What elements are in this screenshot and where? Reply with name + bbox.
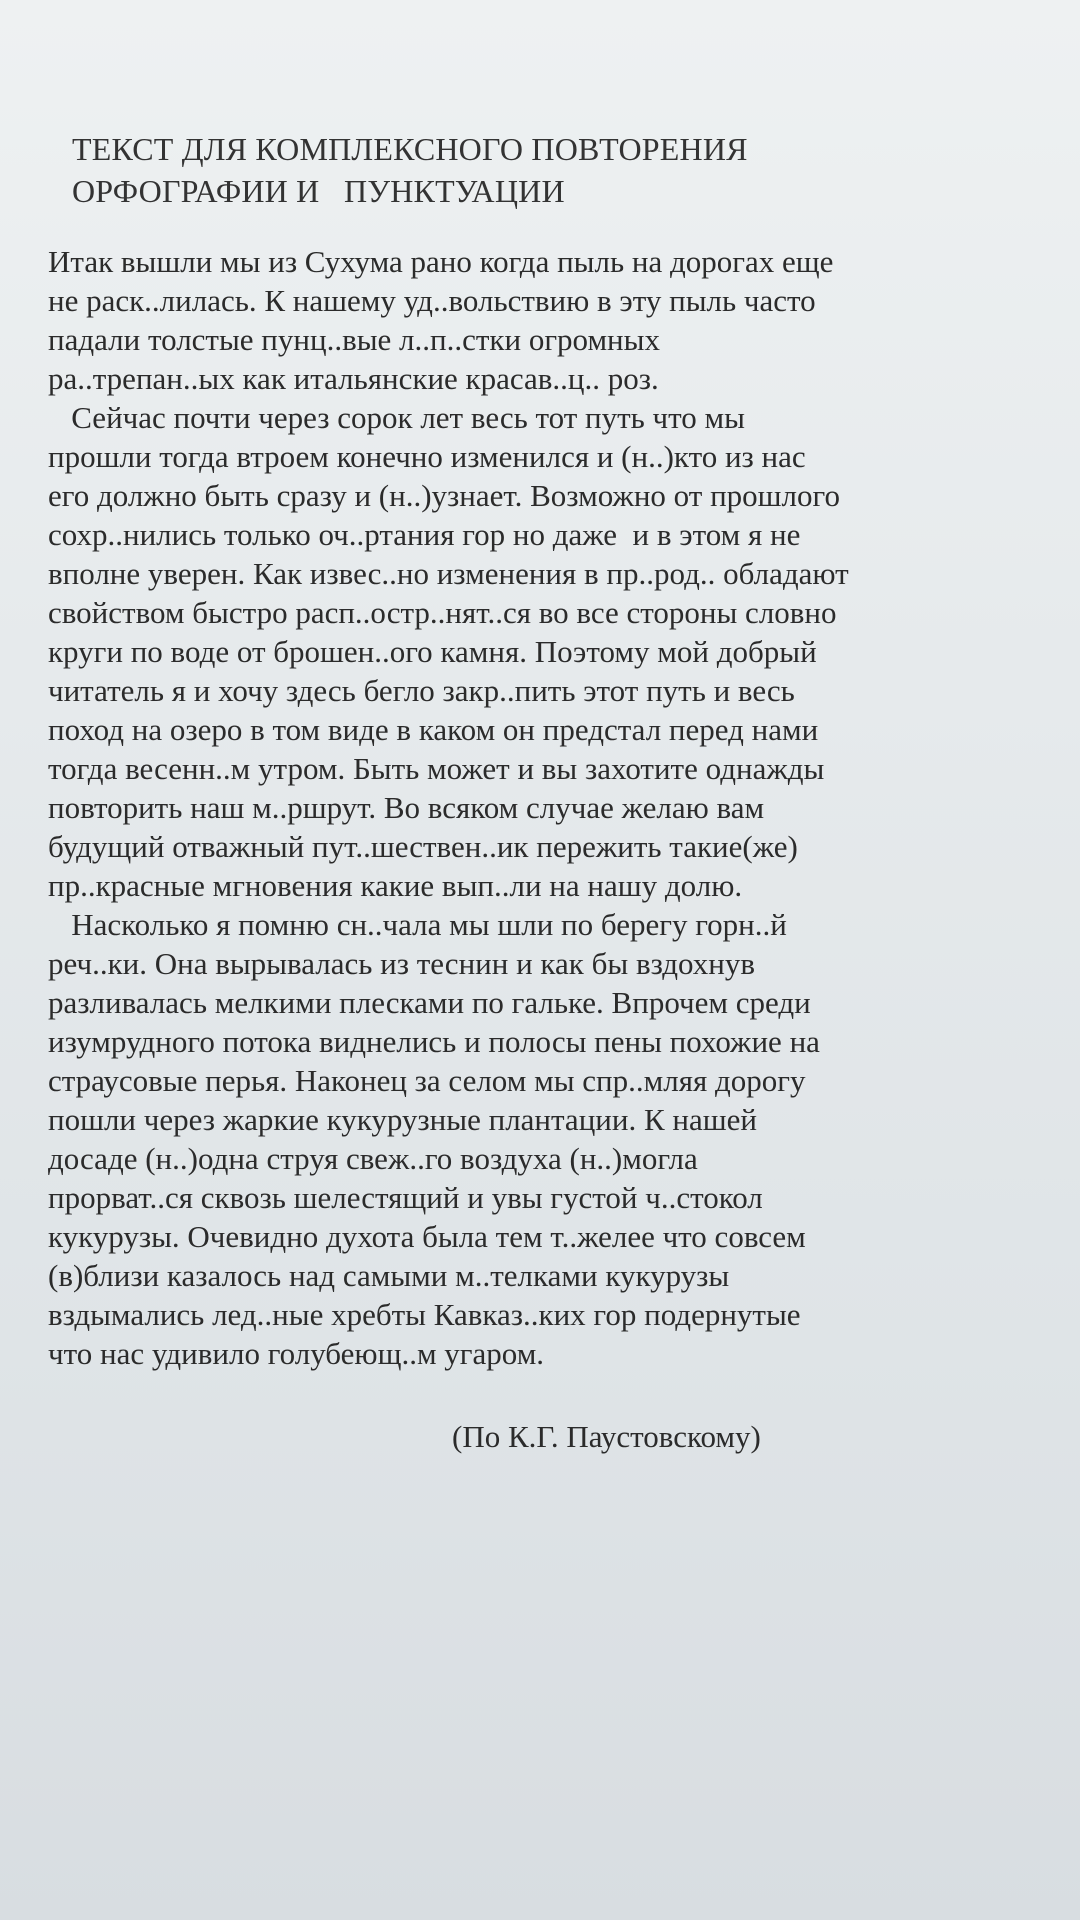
text-line: поход на озеро в том виде в каком он предстал перед нами: [48, 712, 819, 747]
text-line: сохр..нились только оч..ртания гор но даже и в этом я не: [48, 517, 801, 552]
text-line: разливалась мелкими плесками по гальке. Впрочем среди: [48, 985, 811, 1020]
title-line: ОРФОГРАФИИ И ПУНКТУАЦИИ: [72, 173, 565, 209]
text-line: ра..трепан..ых как итальянские красав..ц.. роз.: [48, 361, 659, 396]
text-line: круги по воде от брошен..ого камня. Поэтому мой добрый: [48, 634, 817, 669]
text-line: Итак вышли мы из Сухума рано когда пыль на дорогах еще: [48, 244, 834, 279]
attribution: (По К.Г. Паустовскому): [452, 1419, 761, 1454]
text-line: свойством быстро расп..остр..нят..ся во все стороны словно: [48, 595, 837, 630]
text-line: изумрудного потока виднелись и полосы пены похожие на: [48, 1024, 820, 1059]
text-line: что нас удивило голубеющ..м угаром.: [48, 1336, 545, 1371]
text-line: будущий отважный пут..шествен..ик пережить такие(же): [48, 829, 798, 864]
text-line: его должно быть сразу и (н..)узнает. Возможно от прошлого: [48, 478, 840, 513]
text-line: повторить наш м..ршрут. Во всяком случае желаю вам: [48, 790, 765, 825]
document-body: [48, 242, 1008, 1373]
text-line: не раск..лилась. К нашему уд..вольствию в эту пыль часто: [48, 283, 816, 318]
text-line: кукурузы. Очевидно духота была тем т..желее что совсем: [48, 1219, 806, 1254]
text-line: реч..ки. Она вырывалась из теснин и как бы вздохнув: [48, 946, 755, 981]
text-line: читатель я и хочу здесь бегло закр..пить этот путь и весь: [48, 673, 795, 708]
text-line: прорват..ся сквозь шелестящий и увы густой ч..стокол: [48, 1180, 763, 1215]
text-line: страусовые перья. Наконец за селом мы спр..мляя дорогу: [48, 1063, 806, 1098]
text-line: (в)близи казалось над самыми м..телками кукурузы: [48, 1258, 730, 1293]
text-line: Насколько я помню сн..чала мы шли по берегу горн..й: [48, 907, 787, 942]
text-line: пошли через жаркие кукурузные плантации. К нашей: [48, 1102, 757, 1137]
text-line: вполне уверен. Как извес..но изменения в пр..род.. обладают: [48, 556, 849, 591]
text-line: Сейчас почти через сорок лет весь тот путь что мы: [48, 400, 745, 435]
text-line: падали толстые пунц..вые л..п..стки огромных: [48, 322, 660, 357]
document-title: [72, 128, 972, 212]
title-line: ТЕКСТ ДЛЯ КОМПЛЕКСНОГО ПОВТОРЕНИЯ: [72, 131, 748, 167]
text-line: тогда весенн..м утром. Быть может и вы захотите однажды: [48, 751, 825, 786]
text-line: вздымались лед..ные хребты Кавказ..ких гор подернутые: [48, 1297, 801, 1332]
text-line: прошли тогда втроем конечно изменился и (н..)кто из нас: [48, 439, 806, 474]
text-line: пр..красные мгновения какие вып..ли на нашу долю.: [48, 868, 743, 903]
text-line: досаде (н..)одна струя свеж..го воздуха (н..)могла: [48, 1141, 698, 1176]
